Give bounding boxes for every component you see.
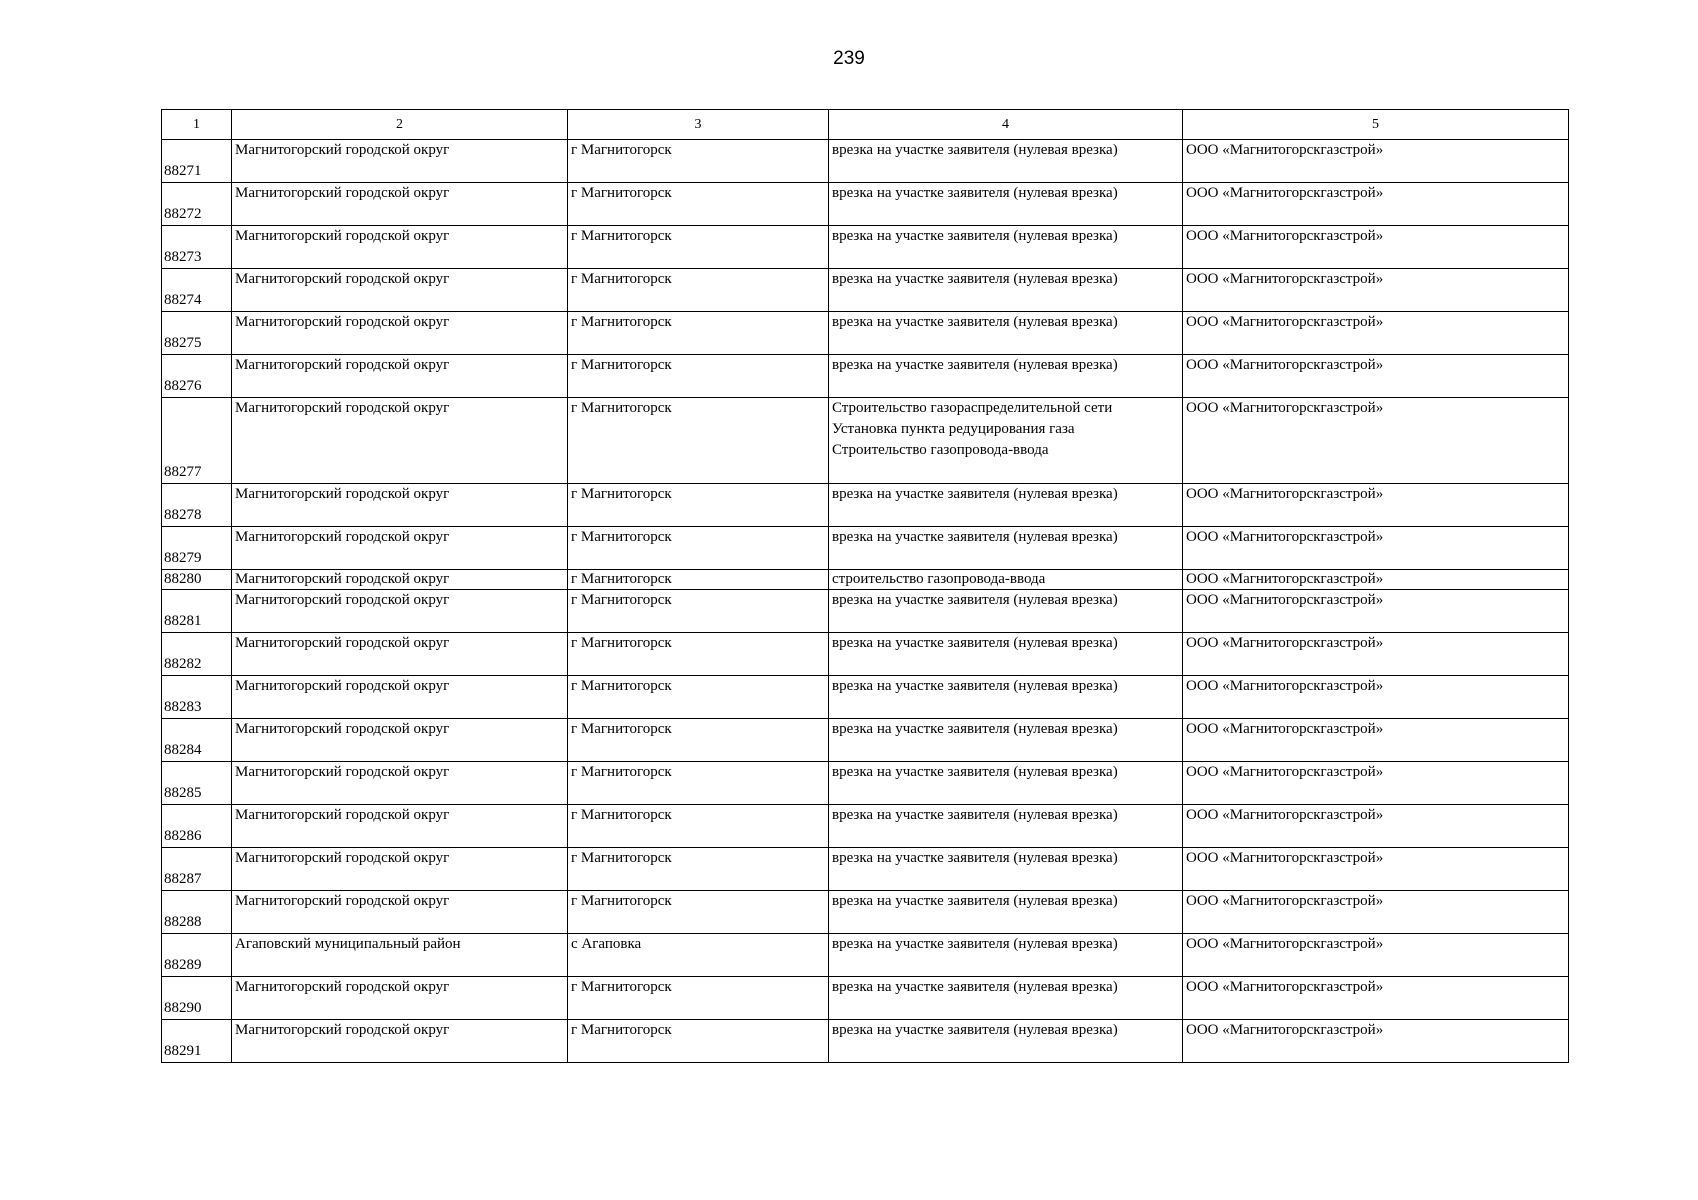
table-row	[162, 269, 1569, 312]
contractor-cell: ООО «Магнитогорскгазстрой»	[1183, 312, 1569, 355]
row-number: 88273	[162, 226, 232, 269]
work-type-cell: врезка на участке заявителя (нулевая врезка)	[829, 183, 1183, 226]
work-type-cell: строительство газопровода-ввода	[829, 570, 1183, 590]
row-number: 88276	[162, 355, 232, 398]
header-col-1: 1	[162, 110, 232, 140]
district-cell: Магнитогорский городской округ	[232, 269, 568, 312]
row-number: 88272	[162, 183, 232, 226]
district-cell: Магнитогорский городской округ	[232, 398, 568, 484]
locality-cell: г Магнитогорск	[568, 312, 829, 355]
header-col-3: 3	[568, 110, 829, 140]
work-type-cell: врезка на участке заявителя (нулевая врезка)	[829, 269, 1183, 312]
work-type-cell: врезка на участке заявителя (нулевая врезка)	[829, 719, 1183, 762]
row-number: 88290	[162, 977, 232, 1020]
district-cell: Магнитогорский городской округ	[232, 676, 568, 719]
page-number: 239	[833, 48, 865, 69]
table-row	[162, 527, 1569, 570]
contractor-cell: ООО «Магнитогорскгазстрой»	[1183, 805, 1569, 848]
locality-cell: г Магнитогорск	[568, 398, 829, 484]
locality-cell: с Агаповка	[568, 934, 829, 977]
row-number: 88271	[162, 140, 232, 183]
table-row	[162, 676, 1569, 719]
contractor-cell: ООО «Магнитогорскгазстрой»	[1183, 527, 1569, 570]
header-row	[162, 110, 1569, 140]
locality-cell: г Магнитогорск	[568, 1020, 829, 1063]
district-cell: Магнитогорский городской округ	[232, 719, 568, 762]
table-row	[162, 762, 1569, 805]
contractor-cell: ООО «Магнитогорскгазстрой»	[1183, 934, 1569, 977]
district-cell: Магнитогорский городской округ	[232, 355, 568, 398]
district-cell: Магнитогорский городской округ	[232, 633, 568, 676]
contractor-cell: ООО «Магнитогорскгазстрой»	[1183, 891, 1569, 934]
contractor-cell: ООО «Магнитогорскгазстрой»	[1183, 484, 1569, 527]
locality-cell: г Магнитогорск	[568, 570, 829, 590]
row-number: 88286	[162, 805, 232, 848]
contractor-cell: ООО «Магнитогорскгазстрой»	[1183, 226, 1569, 269]
table-row	[162, 140, 1569, 183]
table-row	[162, 590, 1569, 633]
district-cell: Магнитогорский городской округ	[232, 140, 568, 183]
work-type-cell: врезка на участке заявителя (нулевая врезка)	[829, 1020, 1183, 1063]
row-number: 88282	[162, 633, 232, 676]
contractor-cell: ООО «Магнитогорскгазстрой»	[1183, 590, 1569, 633]
table-row	[162, 183, 1569, 226]
work-type-cell: врезка на участке заявителя (нулевая врезка)	[829, 590, 1183, 633]
contractor-cell: ООО «Магнитогорскгазстрой»	[1183, 676, 1569, 719]
work-type-cell: врезка на участке заявителя (нулевая врезка)	[829, 484, 1183, 527]
district-cell: Магнитогорский городской округ	[232, 570, 568, 590]
district-cell: Магнитогорский городской округ	[232, 1020, 568, 1063]
district-cell: Магнитогорский городской округ	[232, 183, 568, 226]
table-row	[162, 891, 1569, 934]
work-type-cell: врезка на участке заявителя (нулевая врезка)	[829, 762, 1183, 805]
header-col-4: 4	[829, 110, 1183, 140]
district-cell: Магнитогорский городской округ	[232, 805, 568, 848]
locality-cell: г Магнитогорск	[568, 484, 829, 527]
locality-cell: г Магнитогорск	[568, 633, 829, 676]
table-row	[162, 312, 1569, 355]
locality-cell: г Магнитогорск	[568, 527, 829, 570]
locality-cell: г Магнитогорск	[568, 719, 829, 762]
district-cell: Магнитогорский городской округ	[232, 762, 568, 805]
work-type-cell: Строительство газораспределительной сети Установка пункта редуцирования газа Строительство газопровода-ввода	[829, 398, 1183, 484]
row-number: 88289	[162, 934, 232, 977]
table-row	[162, 484, 1569, 527]
district-cell: Магнитогорский городской округ	[232, 527, 568, 570]
row-number: 88277	[162, 398, 232, 484]
contractor-cell: ООО «Магнитогорскгазстрой»	[1183, 570, 1569, 590]
row-number: 88278	[162, 484, 232, 527]
contractor-cell: ООО «Магнитогорскгазстрой»	[1183, 183, 1569, 226]
locality-cell: г Магнитогорск	[568, 977, 829, 1020]
table-row	[162, 355, 1569, 398]
table-row	[162, 398, 1569, 484]
header-col-5: 5	[1183, 110, 1569, 140]
work-type-cell: врезка на участке заявителя (нулевая врезка)	[829, 676, 1183, 719]
district-cell: Магнитогорский городской округ	[232, 312, 568, 355]
row-number: 88291	[162, 1020, 232, 1063]
registry-table	[161, 109, 1569, 1063]
work-type-cell: врезка на участке заявителя (нулевая врезка)	[829, 633, 1183, 676]
row-number: 88285	[162, 762, 232, 805]
contractor-cell: ООО «Магнитогорскгазстрой»	[1183, 140, 1569, 183]
contractor-cell: ООО «Магнитогорскгазстрой»	[1183, 633, 1569, 676]
locality-cell: г Магнитогорск	[568, 355, 829, 398]
work-type-cell: врезка на участке заявителя (нулевая врезка)	[829, 226, 1183, 269]
table-row	[162, 633, 1569, 676]
locality-cell: г Магнитогорск	[568, 762, 829, 805]
contractor-cell: ООО «Магнитогорскгазстрой»	[1183, 1020, 1569, 1063]
locality-cell: г Магнитогорск	[568, 590, 829, 633]
locality-cell: г Магнитогорск	[568, 140, 829, 183]
district-cell: Магнитогорский городской округ	[232, 977, 568, 1020]
work-type-cell: врезка на участке заявителя (нулевая врезка)	[829, 891, 1183, 934]
work-type-cell: врезка на участке заявителя (нулевая врезка)	[829, 977, 1183, 1020]
locality-cell: г Магнитогорск	[568, 226, 829, 269]
work-type-cell: врезка на участке заявителя (нулевая врезка)	[829, 527, 1183, 570]
table-row	[162, 977, 1569, 1020]
row-number: 88274	[162, 269, 232, 312]
contractor-cell: ООО «Магнитогорскгазстрой»	[1183, 269, 1569, 312]
row-number: 88275	[162, 312, 232, 355]
table-row	[162, 226, 1569, 269]
table-row	[162, 848, 1569, 891]
district-cell: Магнитогорский городской округ	[232, 590, 568, 633]
district-cell: Магнитогорский городской округ	[232, 848, 568, 891]
row-number: 88281	[162, 590, 232, 633]
table-body	[162, 140, 1569, 1063]
contractor-cell: ООО «Магнитогорскгазстрой»	[1183, 848, 1569, 891]
table-row	[162, 805, 1569, 848]
work-type-cell: врезка на участке заявителя (нулевая врезка)	[829, 805, 1183, 848]
row-number: 88283	[162, 676, 232, 719]
locality-cell: г Магнитогорск	[568, 269, 829, 312]
locality-cell: г Магнитогорск	[568, 183, 829, 226]
locality-cell: г Магнитогорск	[568, 848, 829, 891]
work-type-cell: врезка на участке заявителя (нулевая врезка)	[829, 848, 1183, 891]
row-number: 88284	[162, 719, 232, 762]
table-row	[162, 570, 1569, 590]
row-number: 88288	[162, 891, 232, 934]
header-col-2: 2	[232, 110, 568, 140]
locality-cell: г Магнитогорск	[568, 891, 829, 934]
row-number: 88280	[162, 570, 232, 590]
contractor-cell: ООО «Магнитогорскгазстрой»	[1183, 762, 1569, 805]
work-type-cell: врезка на участке заявителя (нулевая врезка)	[829, 934, 1183, 977]
locality-cell: г Магнитогорск	[568, 805, 829, 848]
row-number: 88287	[162, 848, 232, 891]
contractor-cell: ООО «Магнитогорскгазстрой»	[1183, 355, 1569, 398]
district-cell: Магнитогорский городской округ	[232, 891, 568, 934]
district-cell: Магнитогорский городской округ	[232, 226, 568, 269]
contractor-cell: ООО «Магнитогорскгазстрой»	[1183, 398, 1569, 484]
row-number: 88279	[162, 527, 232, 570]
contractor-cell: ООО «Магнитогорскгазстрой»	[1183, 719, 1569, 762]
work-type-cell: врезка на участке заявителя (нулевая врезка)	[829, 140, 1183, 183]
locality-cell: г Магнитогорск	[568, 676, 829, 719]
district-cell: Агаповский муниципальный район	[232, 934, 568, 977]
district-cell: Магнитогорский городской округ	[232, 484, 568, 527]
work-type-cell: врезка на участке заявителя (нулевая врезка)	[829, 312, 1183, 355]
work-type-cell: врезка на участке заявителя (нулевая врезка)	[829, 355, 1183, 398]
contractor-cell: ООО «Магнитогорскгазстрой»	[1183, 977, 1569, 1020]
table-row	[162, 1020, 1569, 1063]
table-row	[162, 934, 1569, 977]
table-row	[162, 719, 1569, 762]
